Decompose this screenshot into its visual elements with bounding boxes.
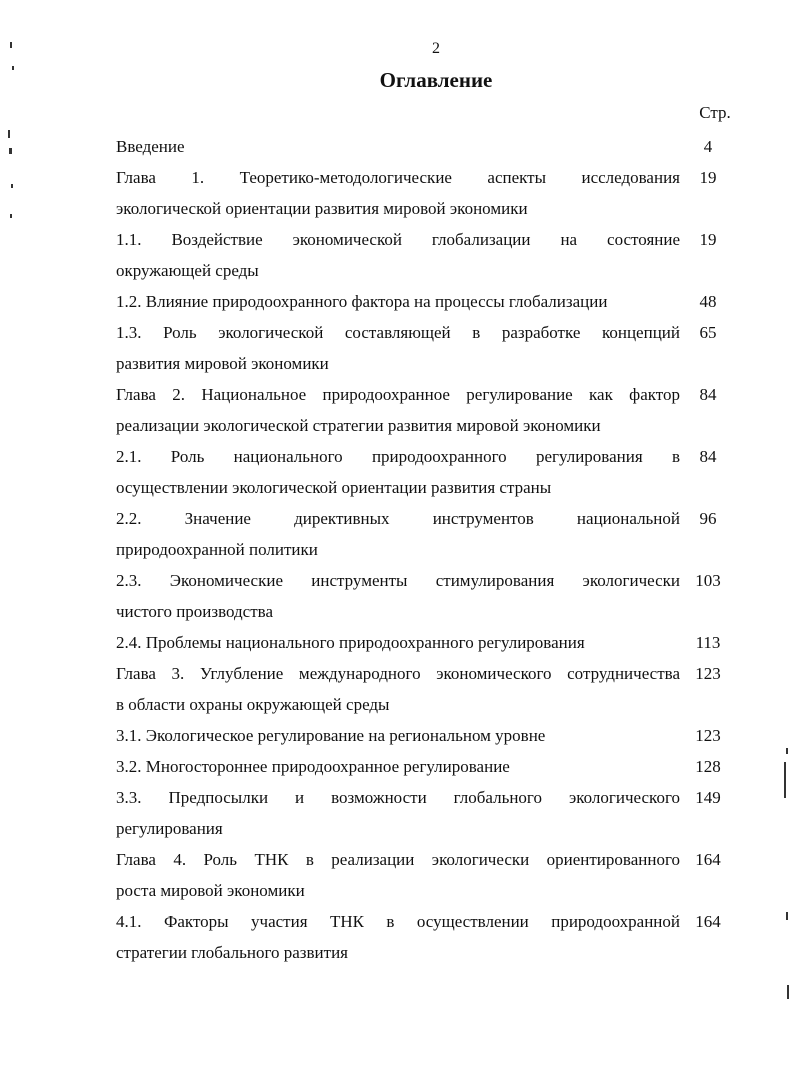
scan-artifact — [784, 762, 786, 798]
toc-entry-title-line: Глава 1. Теоретико-методологические аспекты исследования — [116, 168, 680, 187]
toc-entry — [116, 782, 736, 844]
toc-entry-page: 113 — [695, 633, 721, 652]
toc-entry-title — [116, 627, 680, 658]
toc-entry-title-line: 2.2. Значение директивных инструментов национальной — [116, 509, 680, 528]
toc-entry-page: 96 — [699, 509, 717, 528]
scan-artifact — [9, 148, 12, 154]
toc-entry-page: 164 — [695, 850, 721, 869]
toc-entry-title-line: чистого производства — [116, 602, 274, 621]
toc-entry-title — [116, 131, 680, 162]
scan-artifact — [786, 912, 788, 920]
toc-entry-page: 123 — [695, 664, 721, 683]
toc-entry-title — [116, 224, 680, 286]
toc-entry — [116, 658, 736, 720]
toc-entry-title-line: стратегии глобального развития — [116, 943, 348, 962]
toc-entry-title-line: Введение — [116, 137, 185, 156]
toc-entry-title — [116, 782, 680, 844]
toc-entry — [116, 162, 736, 224]
scan-artifact — [787, 985, 789, 999]
page-number: 2 — [432, 40, 440, 57]
toc-entry-page: 19 — [699, 168, 717, 187]
toc-entry-title — [116, 844, 680, 906]
toc-entry-page: 84 — [699, 447, 717, 466]
toc-entry-title — [116, 162, 680, 224]
toc-entry-page: 19 — [699, 230, 717, 249]
toc-entry-title — [116, 503, 680, 565]
toc-entry-page: 149 — [695, 788, 721, 807]
toc-entry-title-line: 2.1. Роль национального природоохранного регулирования в — [116, 447, 680, 466]
toc-entry-title-line: 1.3. Роль экологической составляющей в разработке концепций — [116, 323, 680, 342]
scan-artifact — [12, 66, 14, 70]
toc-entry — [116, 751, 736, 782]
toc-entry — [116, 844, 736, 906]
page-column-label: Стр. — [699, 103, 731, 122]
toc-entry-page: 48 — [699, 292, 717, 311]
toc-entry — [116, 131, 736, 162]
toc-entry-title — [116, 658, 680, 720]
toc-entry-title-line: 1.2. Влияние природоохранного фактора на процессы глобализации — [116, 292, 608, 311]
toc-entry — [116, 627, 736, 658]
toc-entry-title-line: 2.4. Проблемы национального природоохранного регулирования — [116, 633, 585, 652]
toc-entry — [116, 286, 736, 317]
page-title: Оглавление — [379, 68, 493, 92]
toc-entry-page: 65 — [699, 323, 717, 342]
toc-entry — [116, 317, 736, 379]
toc-entry-title-line: реализации экологической стратегии развития мировой экономики — [116, 416, 601, 435]
table-of-contents — [116, 131, 736, 968]
toc-entry-title-line: развития мировой экономики — [116, 354, 329, 373]
toc-entry-title-line: 3.2. Многостороннее природоохранное регулирование — [116, 757, 510, 776]
toc-entry — [116, 503, 736, 565]
toc-entry — [116, 441, 736, 503]
toc-entry-page: 84 — [699, 385, 717, 404]
toc-entry-page: 123 — [695, 726, 721, 745]
toc-entry — [116, 224, 736, 286]
scan-artifact — [11, 184, 13, 188]
toc-entry-title-line: природоохранной политики — [116, 540, 318, 559]
toc-entry — [116, 906, 736, 968]
toc-entry-title-line: 2.3. Экономические инструменты стимулирования экологически — [116, 571, 680, 590]
toc-entry-page: 4 — [703, 137, 713, 156]
toc-entry-title — [116, 906, 680, 968]
toc-entry-title — [116, 565, 680, 627]
toc-entry-title-line: Глава 2. Национальное природоохранное регулирование как фактор — [116, 385, 680, 404]
toc-entry-page: 164 — [695, 912, 721, 931]
scan-artifact — [8, 130, 10, 138]
toc-entry-title-line: осуществлении экологической ориентации развития страны — [116, 478, 552, 497]
toc-entry-title-line: 3.3. Предпосылки и возможности глобального экологического — [116, 788, 680, 807]
toc-entry-title — [116, 317, 680, 379]
toc-entry — [116, 720, 736, 751]
toc-entry-page: 103 — [695, 571, 721, 590]
toc-entry-title — [116, 720, 680, 751]
scan-artifact — [10, 214, 12, 218]
toc-entry-title — [116, 751, 680, 782]
toc-entry-title-line: 3.1. Экологическое регулирование на региональном уровне — [116, 726, 546, 745]
toc-entry-title-line: регулирования — [116, 819, 223, 838]
scan-artifact — [786, 748, 788, 754]
toc-entry-title — [116, 286, 680, 317]
toc-entry-title — [116, 379, 680, 441]
toc-entry-title-line: роста мировой экономики — [116, 881, 305, 900]
scan-artifact — [10, 42, 12, 48]
toc-entry-title-line: 1.1. Воздействие экономической глобализации на состояние — [116, 230, 680, 249]
toc-entry — [116, 565, 736, 627]
toc-entry-title — [116, 441, 680, 503]
toc-entry-title-line: Глава 3. Углубление международного экономического сотрудничества — [116, 664, 680, 683]
toc-entry-title-line: Глава 4. Роль ТНК в реализации экологически ориентированного — [116, 850, 680, 869]
toc-entry-title-line: экологической ориентации развития мировой экономики — [116, 199, 528, 218]
toc-entry-title-line: 4.1. Факторы участия ТНК в осуществлении природоохранной — [116, 912, 680, 931]
toc-entry-title-line: в области охраны окружающей среды — [116, 695, 390, 714]
toc-entry-title-line: окружающей среды — [116, 261, 259, 280]
toc-entry-page: 128 — [695, 757, 721, 776]
toc-entry — [116, 379, 736, 441]
